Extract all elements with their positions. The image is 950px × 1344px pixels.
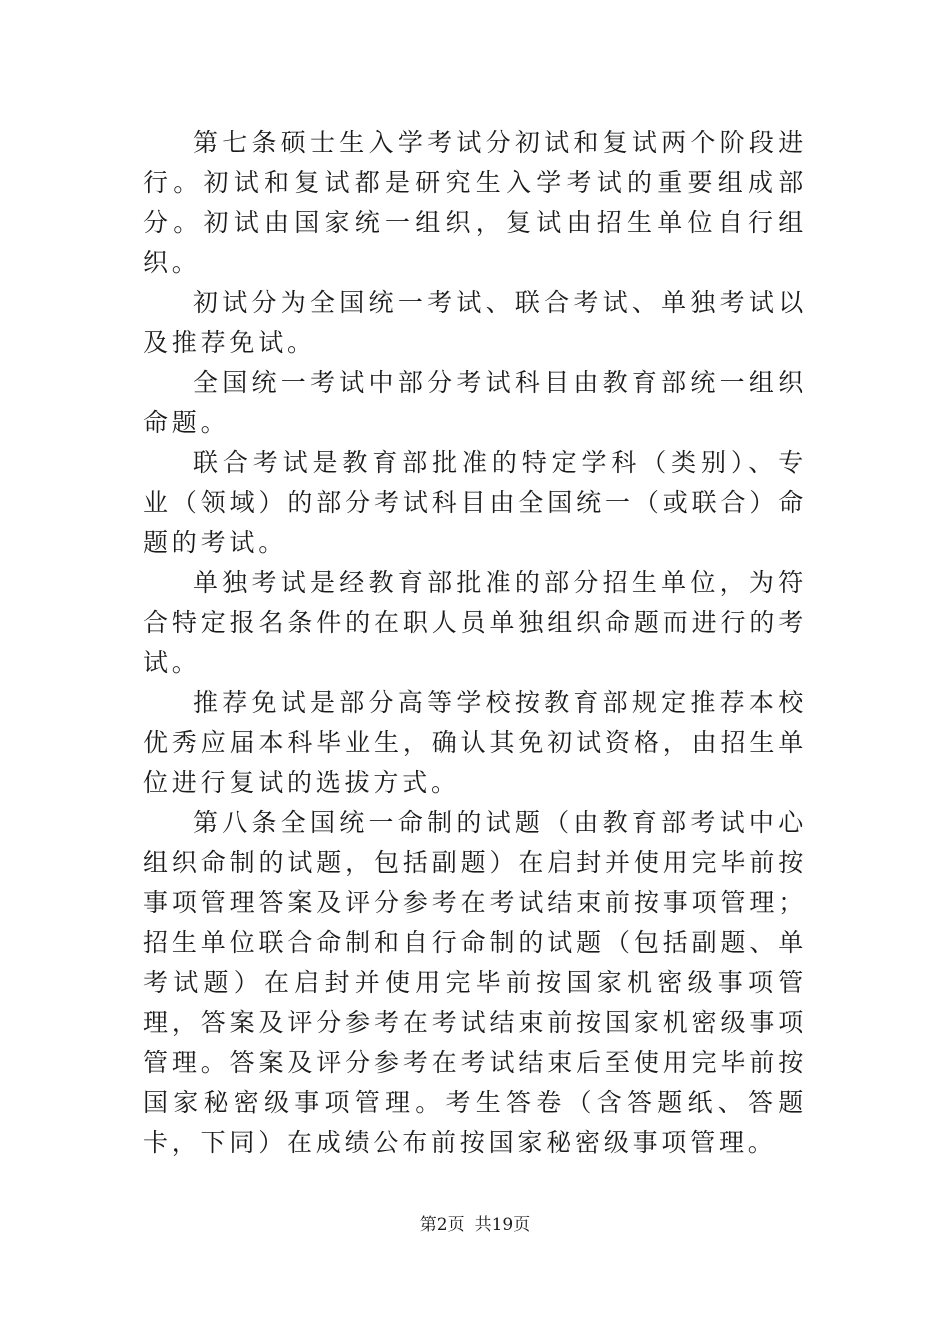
paragraph-article-8: 第八条全国统一命制的试题（由教育部考试中心组织命制的试题，包括副题）在启封并使用完毕前按事项管理答案及评分参考在考试结束前按事项管理；招生单位联合命制和自行命制的试题（包括副题、单考试题）在启封并使用完毕前按国家机密级事项管理，答案及评分参考在考试结束前按国家机密级事项管理。答案及评分参考在考试结束后至使用完毕前按国家秘密级事项管理。考生答卷（含答题纸、答题卡，下同）在成绩公布前按国家秘密级事项管理。 [143,808,807,1157]
paragraph-exam-types: 初试分为全国统一考试、联合考试、单独考试以及推荐免试。 [143,288,807,357]
paragraph-national-exam: 全国统一考试中部分考试科目由教育部统一组织命题。 [143,368,807,437]
paragraph-joint-exam: 联合考试是教育部批准的特定学科（类别）、专业（领域）的部分考试科目由全国统一（或联合）命题的考试。 [143,448,807,557]
paragraph-recommendation: 推荐免试是部分高等学校按教育部规定推荐本校优秀应届本科毕业生，确认其免初试资格，由招生单位进行复试的选拔方式。 [143,688,807,797]
paragraph-separate-exam: 单独考试是经教育部批准的部分招生单位，为符合特定报名条件的在职人员单独组织命题而进行的考试。 [143,568,807,677]
page-footer [0,1214,950,1236]
document-body [143,123,807,1163]
paragraph-article-7: 第七条硕士生入学考试分初试和复试两个阶段进行。初试和复试都是研究生入学考试的重要组成部分。初试由国家统一组织，复试由招生单位自行组织。 [143,128,807,277]
page-number: 第2页 [419,1215,465,1235]
page-total: 共19页 [474,1215,531,1235]
